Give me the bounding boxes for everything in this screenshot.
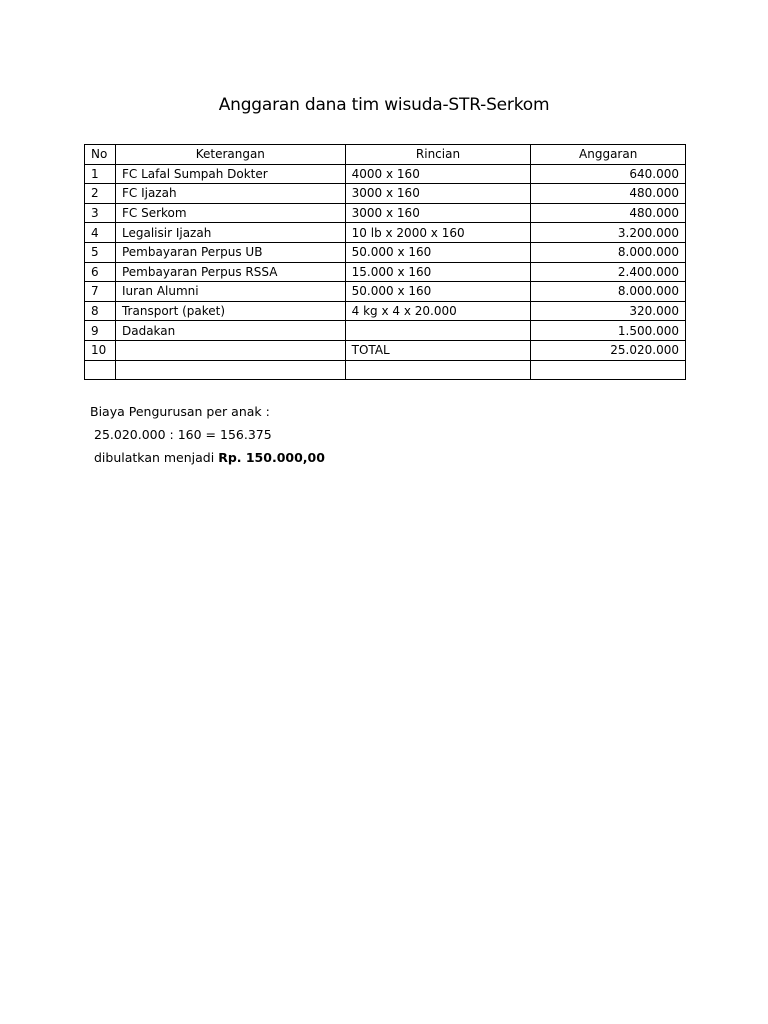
cell-keterangan <box>115 360 345 380</box>
cell-anggaran: 8.000.000 <box>531 282 686 302</box>
cell-anggaran <box>531 360 686 380</box>
notes-line-3-prefix: dibulatkan menjadi <box>94 450 219 465</box>
cell-no: 1 <box>85 164 116 184</box>
cell-no: 9 <box>85 321 116 341</box>
cell-no: 5 <box>85 242 116 262</box>
cell-no: 7 <box>85 282 116 302</box>
table-row <box>85 262 686 282</box>
cell-no: 10 <box>85 340 116 360</box>
table-row <box>85 301 686 321</box>
notes <box>90 400 325 469</box>
cell-anggaran: 640.000 <box>531 164 686 184</box>
table-row <box>85 321 686 341</box>
header-keterangan: Keterangan <box>115 145 345 165</box>
cell-keterangan: FC Ijazah <box>115 184 345 204</box>
cell-keterangan: FC Serkom <box>115 203 345 223</box>
table-row <box>85 184 686 204</box>
budget-table <box>84 144 686 380</box>
cell-no: 6 <box>85 262 116 282</box>
cell-rincian: 15.000 x 160 <box>345 262 531 282</box>
cell-no <box>85 360 116 380</box>
table-row <box>85 242 686 262</box>
notes-line-1: Biaya Pengurusan per anak : <box>90 404 270 419</box>
cell-anggaran: 25.020.000 <box>531 340 686 360</box>
cell-no: 3 <box>85 203 116 223</box>
cell-keterangan: Legalisir Ijazah <box>115 223 345 243</box>
cell-rincian: 3000 x 160 <box>345 203 531 223</box>
cell-rincian: 4 kg x 4 x 20.000 <box>345 301 531 321</box>
cell-keterangan: FC Lafal Sumpah Dokter <box>115 164 345 184</box>
table-row <box>85 282 686 302</box>
header-no: No <box>85 145 116 165</box>
cell-rincian: 50.000 x 160 <box>345 242 531 262</box>
cell-anggaran: 1.500.000 <box>531 321 686 341</box>
cell-anggaran: 480.000 <box>531 203 686 223</box>
cell-keterangan: Iuran Alumni <box>115 282 345 302</box>
document-title: Anggaran dana tim wisuda-STR-Serkom <box>218 95 550 115</box>
notes-line-2: 25.020.000 : 160 = 156.375 <box>94 427 272 442</box>
cell-no: 8 <box>85 301 116 321</box>
cell-no: 2 <box>85 184 116 204</box>
cell-keterangan: Pembayaran Perpus UB <box>115 242 345 262</box>
cell-rincian: 3000 x 160 <box>345 184 531 204</box>
cell-anggaran: 8.000.000 <box>531 242 686 262</box>
cell-rincian: 4000 x 160 <box>345 164 531 184</box>
cell-rincian <box>345 360 531 380</box>
cell-keterangan: Transport (paket) <box>115 301 345 321</box>
table-body <box>85 164 686 380</box>
table-row <box>85 203 686 223</box>
rounded-amount: Rp. 150.000,00 <box>218 450 325 465</box>
table-row <box>85 164 686 184</box>
header-rincian: Rincian <box>345 145 531 165</box>
cell-rincian <box>345 321 531 341</box>
table-row <box>85 223 686 243</box>
cell-keterangan: Pembayaran Perpus RSSA <box>115 262 345 282</box>
cell-anggaran: 2.400.000 <box>531 262 686 282</box>
cell-keterangan <box>115 340 345 360</box>
cell-rincian: 50.000 x 160 <box>345 282 531 302</box>
cell-anggaran: 320.000 <box>531 301 686 321</box>
cell-no: 4 <box>85 223 116 243</box>
table-row <box>85 360 686 380</box>
cell-anggaran: 3.200.000 <box>531 223 686 243</box>
cell-keterangan: Dadakan <box>115 321 345 341</box>
header-anggaran: Anggaran <box>531 145 686 165</box>
cell-rincian: TOTAL <box>345 340 531 360</box>
notes-line-3 <box>90 446 325 469</box>
table-header-row <box>85 145 686 165</box>
table-row <box>85 340 686 360</box>
cell-anggaran: 480.000 <box>531 184 686 204</box>
cell-rincian: 10 lb x 2000 x 160 <box>345 223 531 243</box>
